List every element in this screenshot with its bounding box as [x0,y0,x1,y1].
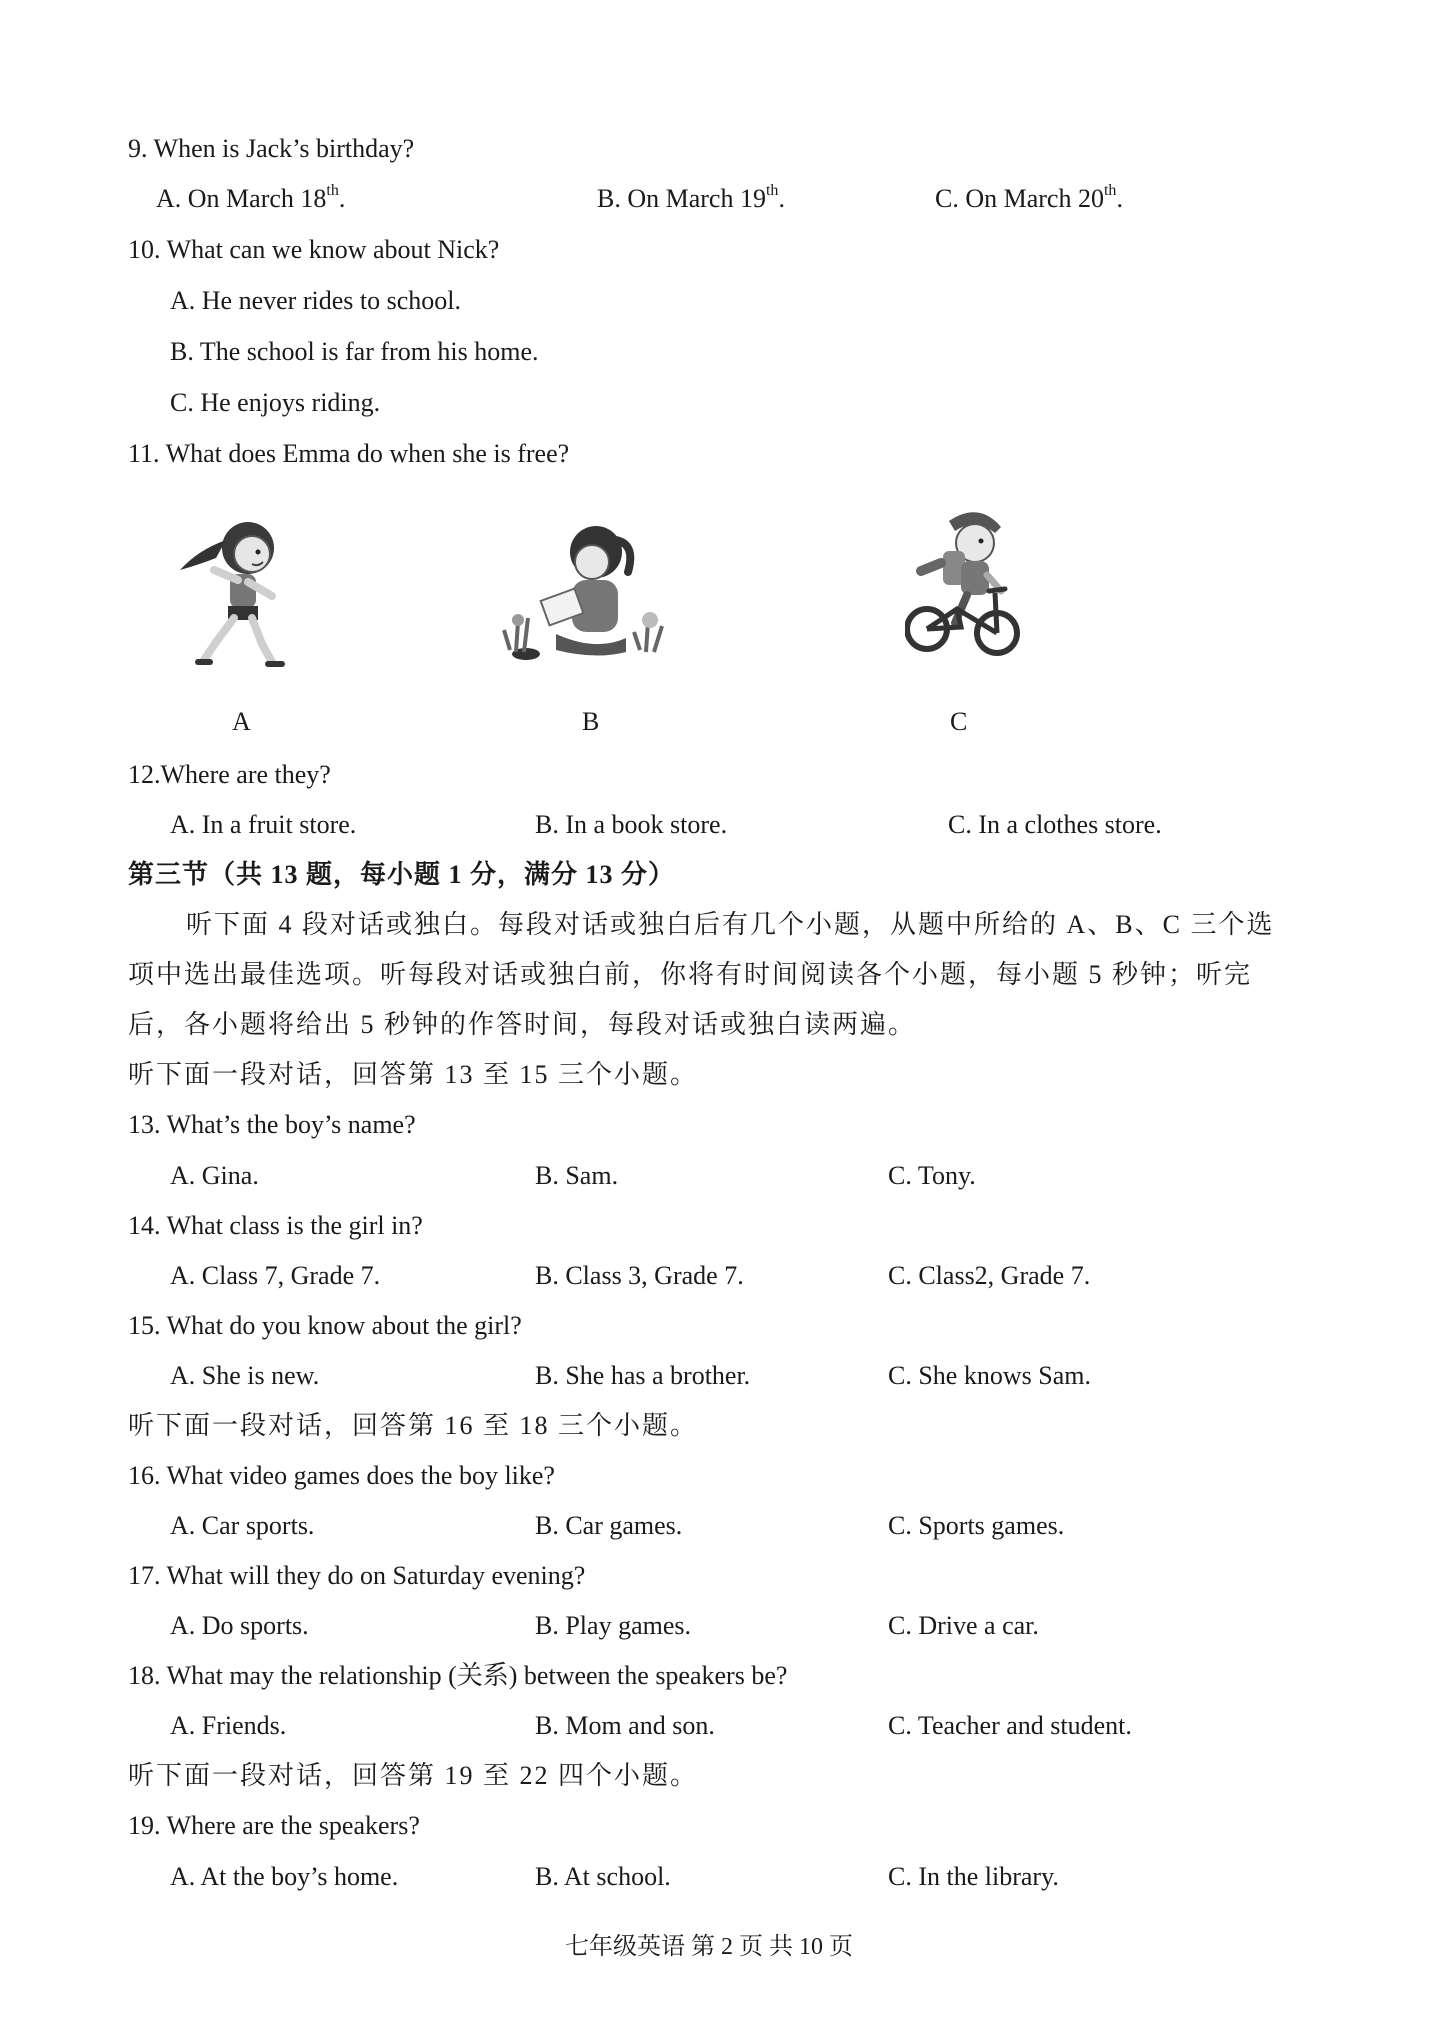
q17-option-b: B. Play games. [535,1611,691,1640]
question-17: 17. What will they do on Saturday evening? [128,1561,586,1590]
q15-option-a: A. She is new. [170,1361,320,1390]
q11-label-c: C [950,707,968,736]
q12-option-c: C. In a clothes store. [948,810,1162,839]
section-3-part-1: 听下面一段对话，回答第 13 至 15 三个小题。 [128,1060,699,1089]
q15-option-b: B. She has a brother. [535,1361,751,1390]
question-10: 10. What can we know about Nick? [128,235,500,264]
q18-option-a: A. Friends. [170,1711,287,1740]
running-girl-image [168,510,298,670]
q19-option-a: A. At the boy’s home. [170,1862,399,1891]
q9-option-a-text: A. On March 18 [156,184,327,213]
q9-option-b-text: B. On March 19 [597,184,766,213]
question-16: 16. What video games does the boy like? [128,1461,555,1490]
q18-option-b: B. Mom and son. [535,1711,715,1740]
q14-option-c: C. Class2, Grade 7. [888,1261,1091,1290]
q16-option-b: B. Car games. [535,1511,683,1540]
section-3-part-2: 听下面一段对话，回答第 16 至 18 三个小题。 [128,1411,699,1440]
q10-option-c: C. He enjoys riding. [170,388,381,417]
question-12: 12.Where are they? [128,760,331,789]
page-footer: 七年级英语 第 2 页 共 10 页 [565,1934,853,1960]
question-9: 9. When is Jack’s birthday? [128,134,415,163]
q9-option-c-sup: th [1103,182,1117,200]
q18-option-c: C. Teacher and student. [888,1711,1132,1740]
q19-option-b: B. At school. [535,1862,671,1891]
q12-option-a: A. In a fruit store. [170,810,357,839]
reading-girl-image [496,522,676,672]
q16-option-a: A. Car sports. [170,1511,315,1540]
q11-label-b: B [582,707,600,736]
cycling-boy-image [905,505,1025,665]
q9-option-c-end: . [1116,184,1123,213]
q17-option-c: C. Drive a car. [888,1611,1039,1640]
q11-label-a: A [232,707,251,736]
q9-option-b-end: . [778,184,785,213]
q17-option-a: A. Do sports. [170,1611,309,1640]
q12-option-b: B. In a book store. [535,810,728,839]
question-19: 19. Where are the speakers? [128,1811,420,1840]
q14-option-a: A. Class 7, Grade 7. [170,1261,381,1290]
section-3-part-3: 听下面一段对话，回答第 19 至 22 四个小题。 [128,1761,699,1790]
q14-option-b: B. Class 3, Grade 7. [535,1261,744,1290]
q15-option-c: C. She knows Sam. [888,1361,1091,1390]
q13-option-a: A. Gina. [170,1161,259,1190]
q9-option-a-end: . [338,184,346,213]
question-13: 13. What’s the boy’s name? [128,1110,416,1139]
q9-option-c-text: C. On March 20 [935,184,1104,213]
q10-option-b: B. The school is far from his home. [170,337,539,366]
q9-option-b-sup: th [765,182,779,200]
section-3-title: 第三节（共 13 题，每小题 1 分，满分 13 分） [128,860,676,889]
q13-option-b: B. Sam. [535,1161,619,1190]
section-3-instructions-line-1: 听下面 4 段对话或独白。每段对话或独白后有几个小题，从题中所给的 A、B、C 三个选 [186,910,1275,939]
section-3-instructions-line-3: 后，各小题将给出 5 秒钟的作答时间，每段对话或独白读两遍。 [128,1010,917,1039]
question-18: 18. What may the relationship (关系) between the speakers be? [128,1661,788,1690]
q9-option-a [156,182,345,216]
question-11: 11. What does Emma do when she is free? [128,439,570,468]
q19-option-c: C. In the library. [888,1862,1059,1891]
q16-option-c: C. Sports games. [888,1511,1065,1540]
q9-option-a-sup: th [326,182,339,200]
section-3-instructions-line-2: 项中选出最佳选项。听每段对话或独白前，你将有时间阅读各个小题，每小题 5 秒钟；听完 [128,960,1253,989]
question-15: 15. What do you know about the girl? [128,1311,522,1340]
q9-option-c [935,182,1123,216]
question-14: 14. What class is the girl in? [128,1211,423,1240]
q9-option-b [597,182,785,216]
q10-option-a: A. He never rides to school. [170,286,461,315]
q13-option-c: C. Tony. [888,1161,976,1190]
